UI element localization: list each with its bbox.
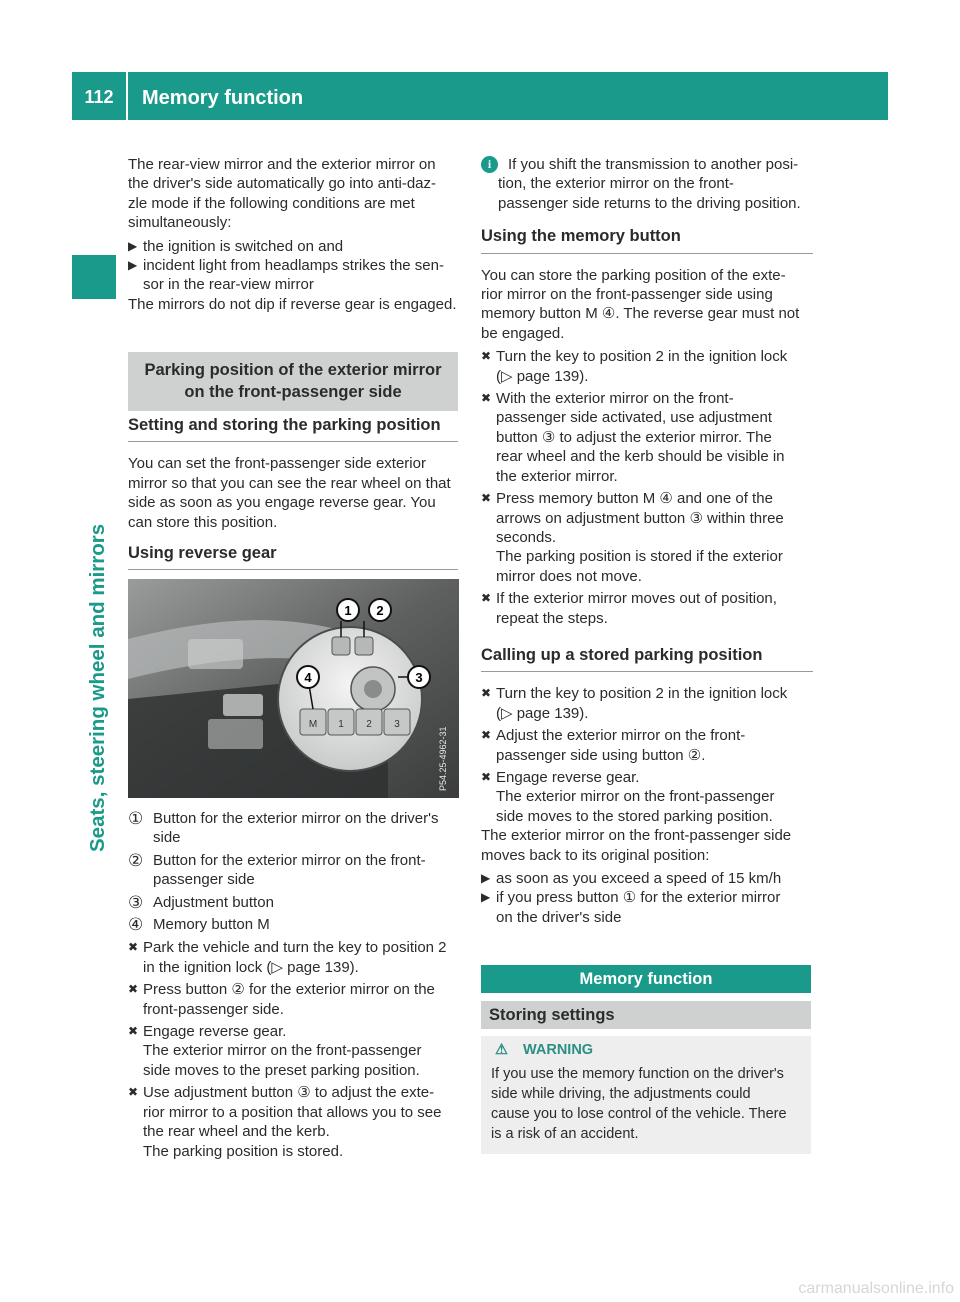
paragraph-line: mirror so that you can see the rear wheel on that [128, 474, 451, 492]
step-text: the rear wheel and the kerb. [143, 1123, 330, 1141]
step-text: repeat the steps. [496, 609, 608, 627]
list-item-text: the ignition is switched on and [143, 237, 344, 255]
step-item [128, 938, 461, 977]
warning-text: is a risk of an accident. [491, 1126, 639, 1142]
step-arrow-icon: ✖ [128, 940, 139, 955]
door-panel-figure [128, 579, 459, 798]
step-arrow-icon: ✖ [481, 349, 492, 364]
warning-triangle-icon: ⚠ [495, 1042, 508, 1058]
callout-3: 3 [415, 670, 423, 685]
legend-number: ① [128, 809, 144, 828]
step-text: the exterior mirror. [496, 467, 618, 485]
callout-1: 1 [344, 603, 352, 618]
step-text: The exterior mirror on the front-passenger [496, 788, 775, 806]
step-text: arrows on adjustment button ③ within three [496, 509, 784, 527]
list-item-text: sor in the rear-view mirror [143, 276, 314, 294]
step-text: in the ignition lock (▷ page 139). [143, 958, 359, 976]
section-title-line: Parking position of the exterior mirror [144, 361, 442, 379]
bullet-r-icon: ▶ [128, 258, 138, 273]
list-item-text: incident light from headlamps strikes the sen- [143, 257, 444, 275]
legend-text: Memory button M [153, 916, 270, 934]
step-text: (▷ page 139). [496, 704, 589, 722]
intro-line: simultaneously: [128, 214, 232, 232]
info-note [481, 155, 813, 174]
step-text: (▷ page 139). [496, 367, 589, 385]
sidebar-tab-marker [72, 255, 116, 299]
step-item [481, 768, 813, 826]
legend-item [128, 893, 461, 912]
memory-button-2-label: 2 [366, 719, 372, 730]
footer-watermark: carmanualsonline.info [798, 1279, 954, 1297]
step-text: side moves to the stored parking position. [496, 807, 773, 825]
list-item [128, 237, 461, 256]
paragraph-line: rior mirror on the front-passenger side using [481, 286, 773, 304]
callout-2: 2 [376, 603, 384, 618]
warning-title: WARNING [523, 1042, 594, 1058]
step-arrow-icon: ✖ [128, 1024, 139, 1039]
memory-button-1-label: 1 [338, 719, 344, 730]
subheading: Using reverse gear [128, 544, 458, 570]
left-section-box [128, 352, 458, 411]
step-arrow-icon: ✖ [481, 391, 492, 406]
legend-text: side [153, 829, 181, 847]
step-arrow-icon: ✖ [481, 686, 492, 701]
bullet-r-icon: ▶ [481, 890, 491, 905]
memory-button-3-label: 3 [394, 719, 400, 730]
subheading: Using the memory button [481, 227, 813, 253]
door-panel-illustration [128, 579, 459, 798]
paragraph-line: You can store the parking position of the exte- [481, 266, 786, 284]
step-text: Adjust the exterior mirror on the front- [496, 727, 746, 745]
info-text: passenger side returns to the driving position. [498, 194, 801, 212]
warning-header [491, 1040, 807, 1060]
page-number: 112 [84, 87, 114, 107]
info-text: tion, the exterior mirror on the front- [498, 175, 734, 193]
intro-line: zle mode if the following conditions are met [128, 194, 415, 212]
step-text: rior mirror to a position that allows you to see [143, 1103, 442, 1121]
step-text: button ③ to adjust the exterior mirror. The [496, 428, 772, 446]
list-item-text: on the driver's side [496, 908, 622, 926]
paragraph-line: can store this position. [128, 513, 278, 531]
step-text: Turn the key to position 2 in the ignition lock [496, 685, 788, 703]
step-text: rear wheel and the kerb should be visible in [496, 448, 785, 466]
info-icon: i [481, 156, 498, 173]
step-item [481, 589, 813, 628]
step-text: passenger side using button ②. [496, 746, 706, 764]
warning-text: If you use the memory function on the driver's [491, 1066, 784, 1082]
list-item [481, 869, 813, 888]
sidebar-chapter-label: Seats, steering wheel and mirrors [86, 523, 109, 852]
step-text: side moves to the preset parking position. [143, 1061, 420, 1079]
warning-text: cause you to lose control of the vehicle. There [491, 1106, 787, 1122]
figure-code: P54.25-4962-31 [438, 726, 448, 791]
bullet-r-icon: ▶ [128, 238, 138, 253]
step-item [481, 347, 813, 386]
step-arrow-icon: ✖ [481, 591, 492, 606]
step-arrow-icon: ✖ [481, 728, 492, 743]
warning-box [481, 1036, 811, 1154]
right-column [481, 155, 813, 927]
header-divider [126, 72, 128, 120]
step-item [481, 489, 813, 586]
section-title-box [128, 352, 458, 411]
subsection-title-box: Storing settings [481, 1001, 811, 1029]
step-item [128, 1022, 461, 1080]
legend-item [128, 915, 461, 934]
page-title: Memory function [142, 87, 304, 109]
paragraph-line: memory button M ④. The reverse gear must not [481, 305, 800, 323]
paragraph-line: side as soon as you engage reverse gear. You [128, 494, 436, 512]
info-text: If you shift the transmission to another posi- [508, 156, 799, 173]
legend-number: ② [128, 850, 144, 870]
legend-item [128, 851, 461, 890]
step-item [128, 980, 461, 1019]
paragraph-line: moves back to its original position: [481, 846, 710, 864]
legend-item [128, 809, 461, 848]
list-item-text: as soon as you exceed a speed of 15 km/h [496, 870, 782, 887]
left-column-2 [128, 416, 458, 570]
subheading: Setting and storing the parking position [128, 416, 458, 442]
paragraph: The mirrors do not dip if reverse gear is engaged. [128, 295, 457, 313]
step-text: Press memory button M ④ and one of the [496, 490, 773, 508]
step-text: Press button ② for the exterior mirror on the [143, 981, 435, 999]
step-arrow-icon: ✖ [481, 769, 492, 784]
legend-number: ③ [128, 892, 144, 912]
subheading: Calling up a stored parking position [481, 646, 813, 672]
legend-text: Button for the exterior mirror on the driver's [153, 810, 439, 827]
paragraph-line: be engaged. [481, 324, 565, 342]
step-text: front-passenger side. [143, 1000, 284, 1018]
section-title-line: on the front-passenger side [184, 383, 402, 401]
step-arrow-icon: ✖ [481, 491, 492, 506]
paragraph-line: You can set the front-passenger side exterior [128, 455, 426, 473]
step-text: If the exterior mirror moves out of position, [496, 590, 777, 608]
step-text: The parking position is stored if the exterior [496, 548, 783, 566]
callout-4: 4 [304, 670, 312, 685]
section-title-box: Memory function [481, 965, 811, 993]
step-text: Engage reverse gear. [143, 1023, 287, 1041]
legend-text: Adjustment button [153, 893, 274, 911]
bullet-r-icon: ▶ [481, 871, 491, 885]
warning-text: side while driving, the adjustments could [491, 1086, 751, 1102]
legend-text: Button for the exterior mirror on the front- [153, 851, 426, 869]
step-item [481, 389, 813, 486]
step-text: With the exterior mirror on the front- [496, 390, 734, 408]
step-text: seconds. [496, 528, 557, 546]
step-arrow-icon: ✖ [128, 982, 139, 997]
list-item [481, 888, 813, 927]
step-text: The exterior mirror on the front-passenger [143, 1042, 422, 1060]
legend-text: passenger side [153, 871, 255, 889]
step-text: Park the vehicle and turn the key to position 2 [143, 939, 447, 957]
step-text: The parking position is stored. [143, 1142, 344, 1160]
left-column-3 [128, 809, 461, 1161]
step-text: Turn the key to position 2 in the ignition lock [496, 348, 788, 366]
memory-button-m-label: M [308, 719, 318, 730]
step-item [481, 684, 813, 723]
left-column [128, 155, 461, 314]
legend-number: ④ [128, 915, 144, 935]
step-item [481, 726, 813, 765]
step-item [128, 1083, 461, 1161]
intro-line: the driver's side automatically go into anti-daz- [128, 175, 437, 193]
warning-content [491, 1040, 807, 1144]
sidebar-chapter-title [78, 523, 118, 892]
step-text: Engage reverse gear. [496, 768, 640, 786]
list-item-text: if you press button ① for the exterior mirror [496, 889, 781, 907]
step-text: mirror does not move. [496, 567, 642, 585]
step-arrow-icon: ✖ [128, 1085, 139, 1100]
step-text: Use adjustment button ③ to adjust the exte- [143, 1084, 435, 1102]
paragraph-line: The exterior mirror on the front-passenger side [481, 827, 792, 845]
list-item [128, 256, 461, 295]
step-text: passenger side activated, use adjustment [496, 409, 772, 427]
intro-line: The rear-view mirror and the exterior mirror on [128, 156, 436, 173]
